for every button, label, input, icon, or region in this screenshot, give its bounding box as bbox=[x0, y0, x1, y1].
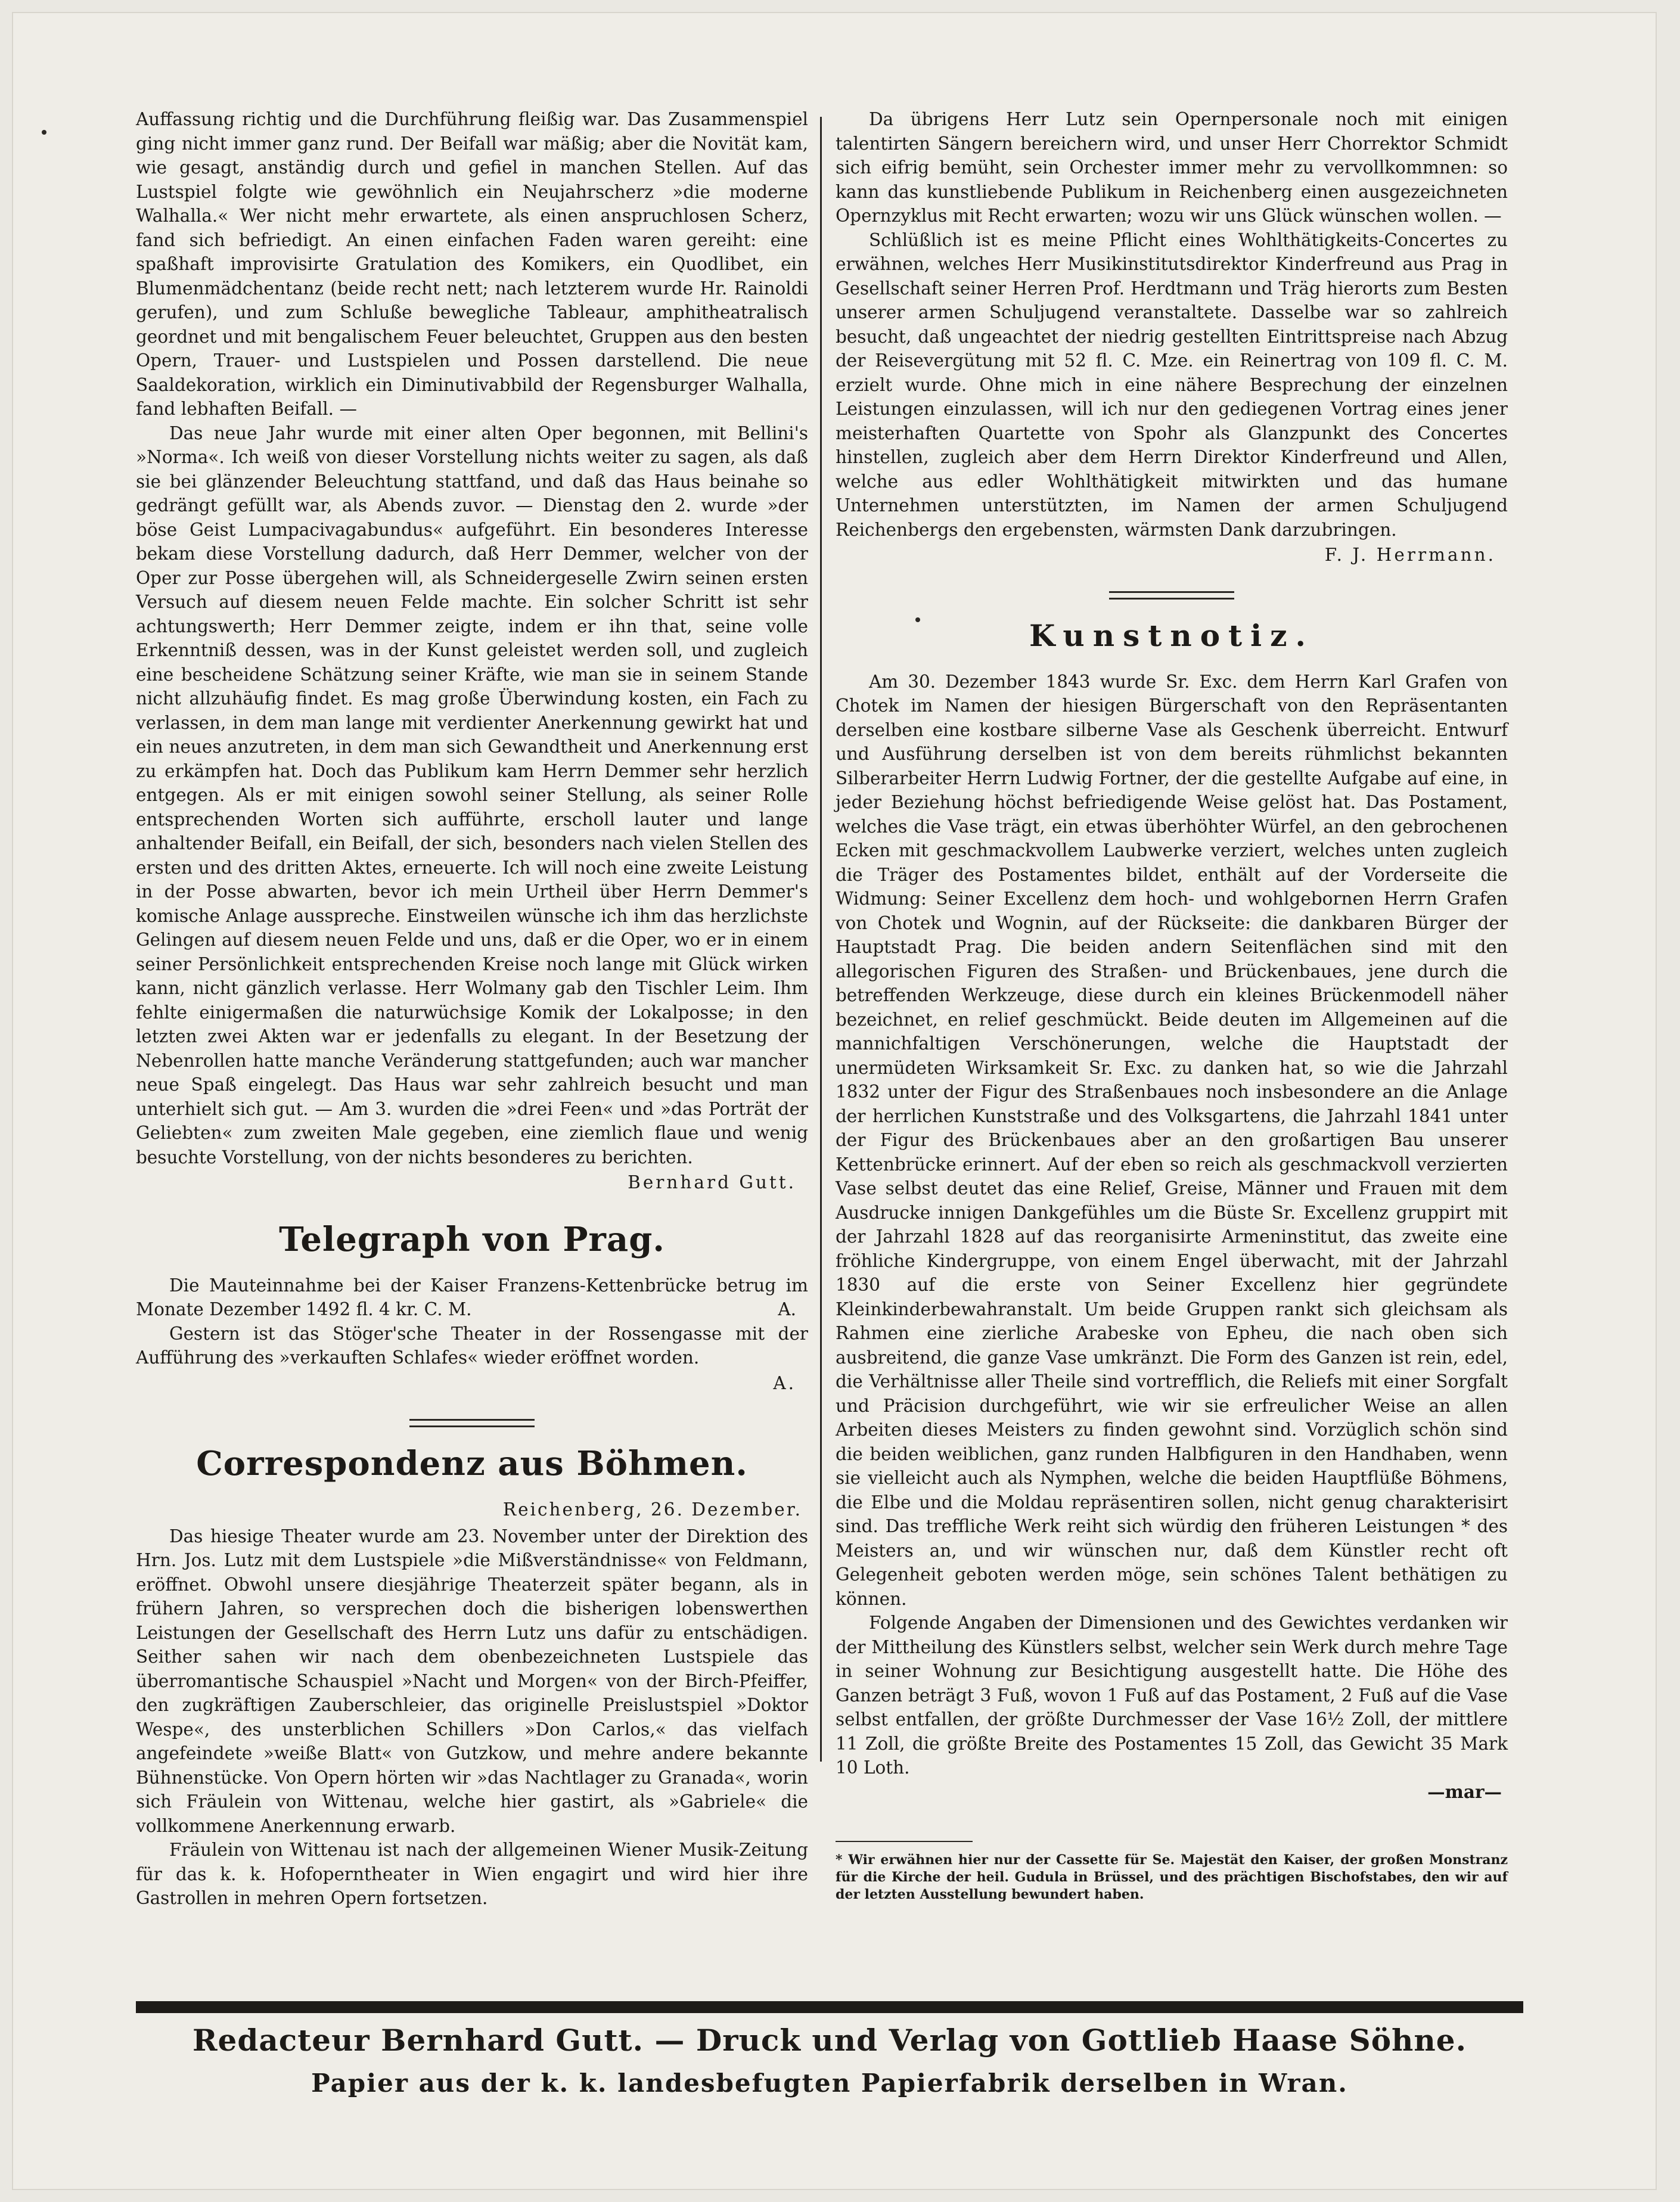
section-heading-kunstnotiz: Kunstnotiz. bbox=[1029, 617, 1314, 653]
author-signature: F. J. Herrmann. bbox=[1324, 545, 1496, 565]
column-divider bbox=[820, 117, 822, 1762]
article-paragraph: Folgende Angaben der Dimensionen und des Gewichtes verdanken wir der Mittheilung des Künstlers selbst, welcher sein Werk durch mehre Tage in seiner Wohnung zur Besichtigung ausgestellt hatte. Die Höhe des Ganzen beträgt 3 Fuß, wovon 1 Fuß auf das Postament, 2 Fuß auf die Vase selbst entfallen, der größte Durchmesser der Vase 16½ Zoll, der mittlere 11 Zoll, die größte Breite des Postamentes 15 Zoll, das Gewicht 35 Mark 10 Loth. bbox=[836, 1613, 1508, 1778]
ink-speck bbox=[42, 130, 46, 135]
article-paragraph: Da übrigens Herr Lutz sein Opernpersonale noch mit einigen talentirten Sängern bereichern wird, und unser Herr Chorrektor Schmidt sich eifrig bemüht, sein Orchester immer mehr zu vervollkommnen: so kann das kunstliebende Publikum in Reichenberg einen ausgezeichneten Opernzyklus mit Recht erwarten; wozu wir uns Glück wünschen wollen. — bbox=[836, 109, 1508, 226]
article-paragraph: Das neue Jahr wurde mit einer alten Oper begonnen, mit Bellini's »Norma«. Ich weiß von dieser Vorstellung nichts weiter zu sagen, als daß sie bei glänzender Beleuchtung stattfand, und daß das Haus beinahe so gedrängt gefüllt war, als Abends zuvor. — Dienstag den 2. wurde »der böse Geist Lumpacivagabundus« aufgeführt. Ein besonderes Interesse bekam diese Vorstellung dadurch, daß Herr Demmer, welcher von der Oper zur Posse übergehen will, als Schneidergeselle Zwirn seinen ersten Versuch auf diesem neuen Felde machte. Ein solcher Schritt ist sehr achtungswerth; Herr Demmer zeigte, indem er ihn that, seine volle Erkenntniß dessen, was in der Kunst geleistet werden soll, und zugleich eine bescheidene Schätzung seiner Kräfte, wie man sie in seinem Stande nicht allzuhäufig findet. Es mag große Überwindung kosten, ein Fach zu verlassen, in dem man lange mit verdienter Anerkennung gewirkt hat und ein neues anzutreten, in dem man sich Gewandtheit und Anerkennung erst zu erkämpfen hat. Doch das Publikum kam Herrn Demmer sehr herzlich entgegen. Als er mit einigen sowohl seiner Stellung, als seiner Rolle entsprechenden Worten sich aufführte, erscholl lauter und lange anhaltender Beifall, ein Beifall, der sich, besonders nach vielen Stellen des ersten und des dritten Aktes, erneuerte. Ich will noch eine zweite Leistung in der Posse abwarten, bevor ich mein Urtheil über Herrn Demmer's komische Anlage ausspreche. Einstweilen wünsche ich ihm das herzlichste Gelingen auf diesem neuen Felde und uns, daß er die Oper, wo er in einem seiner Persönlichkeit entsprechenden Kreise noch lange mit Glück wirken kann, nicht gänzlich verlasse. Herr Wolmany gab den Tischler Leim. Ihm fehlte einigermaßen die naturwüchsige Komik der Lokalposse; in den letzten zwei Akten war er jedenfalls zu elegant. In der Besetzung der Nebenrollen hatte manche Veränderung stattgefunden; auch war mancher neue Spaß eingelegt. Das Haus war sehr zahlreich besucht und man unterhielt sich gut. — Am 3. wurden die »drei Feen« und »das Porträt der Geliebten« zum zweiten Male gegeben, eine ziemlich flaue und wenig besuchte Vorstellung, von der nichts besonderes zu berichten. bbox=[136, 423, 808, 1167]
author-signature: —mar— bbox=[1427, 1781, 1502, 1802]
article-paragraph: Fräulein von Wittenau ist nach der allgemeinen Wiener Musik-Zeitung für das k. k. Hofoperntheater in Wien engagirt und wird hier ihre Gastrollen in mehren Opern fortsetzen. bbox=[136, 1840, 808, 1908]
footnote: * Wir erwähnen hier nur der Cassette für Se. Majestät den Kaiser, der großen Monstranz für die Kirche der heil. Gudula in Brüssel, und des prächtigen Bischofstabes, den wir auf der letzten Ausstellung bewundert haben. bbox=[836, 1852, 1508, 1902]
dateline: Reichenberg, 26. Dezember. bbox=[502, 1499, 802, 1520]
article-paragraph: Schlüßlich ist es meine Pflicht eines Wohlthätigkeits-Concertes zu erwähnen, welches Herr Musikinstitutsdirektor Kinderfreund aus Prag in Gesellschaft seiner Herren Prof. Herdtmann und Träg hierorts zum Besten unserer armen Schuljugend veranstaltete. Dasselbe war so zahlreich besucht, daß ungeachtet der niedrig gestellten Eintrittspreise nach Abzug der Reisevergütung mit 52 fl. C. Mze. ein Reinertrag von 109 fl. C. M. erzielt wurde. Ohne mich in eine nähere Besprechung der einzelnen Leistungen einzulassen, will ich nur den gediegenen Vortrag eines jener meisterhaften Quartette von Spohr als Glanzpunkt des Concertes hinstellen, zugleich aber dem Herrn Direktor Kinderfreund und Allen, welche aus edler Wohlthätigkeit mitwirkten und das humane Unternehmen unterstützten, im Namen der armen Schuljugend Reichenbergs den ergebensten, wärmsten Dank darzubringen. bbox=[836, 229, 1508, 540]
section-heading-correspondence: Correspondenz aus Böhmen. bbox=[196, 1444, 748, 1483]
article-paragraph: Das hiesige Theater wurde am 23. November unter der Direktion des Hrn. Jos. Lutz mit dem Lustspiele »die Mißverständnisse« von Feldmann, eröffnet. Obwohl unsere diesjährige Theaterzeit später begann, als in frühern Jahren, so versprechen doch die bisherigen lobenswerthen Leistungen der Gesellschaft des Herrn Lutz uns dafür zu entschädigen. Seither sahen wir nach dem obenbezeichneten Lustspiele das überromantische Schauspiel »Nacht und Morgen« von der Birch-Pfeiffer, den zugkräftigen Zauberschleier, das originelle Preislustspiel »Doktor Wespe«, des unsterblichen Schillers »Don Carlos,« das vielfach angefeindete »weiße Blatt« von Gutzkow, und mehre andere bekannte Bühnenstücke. Von Opern hörten wir »das Nachtlager zu Granada«, worin sich Fräulein von Wittenau, welche hier gastirt, als »Gabriele« die vollkommene Anerkennung erwarb. bbox=[136, 1526, 808, 1836]
author-signature: Bernhard Gutt. bbox=[628, 1172, 796, 1192]
section-heading-telegraph: Telegraph von Prag. bbox=[279, 1219, 665, 1259]
news-item-text: Die Mauteinnahme bei der Kaiser Franzens-Kettenbrücke betrug im Monate Dezember 1492 fl. 4 kr. C. M. bbox=[136, 1275, 808, 1319]
section-divider bbox=[409, 1419, 535, 1427]
article-paragraph: Auffassung richtig und die Durchführung fleißig war. Das Zusammenspiel ging nicht immer ganz rund. Der Beifall war mäßig; aber die Novität kam, wie gesagt, anständig durch und gefiel in manchen Stellen. Auf das Lustspiel folgte wie gewöhnlich ein Neujahrscherz »die moderne Walhalla.« Wer nicht mehr erwartete, als einen anspruchlosen Scherz, fand sich befriedigt. An einen einfachen Faden waren gereiht: eine spaßhaft improvisirte Gratulation des Komikers, ein Quodlibet, ein Blumenmädchentanz (beide recht nett; nach letzterem wurde Hr. Rainoldi gerufen), und zum Schluße bewegliche Tableaur, amphitheatralisch geordnet und mit bengalischem Feuer beleuchtet, Gruppen aus den besten Opern, Trauer- und Lustspielen und Possen darstellend. Die neue Saaldekoration, wirklich ein Diminutivabbild der Regensburger Walhalla, fand lebhaften Beifall. — bbox=[136, 109, 808, 419]
left-column bbox=[136, 107, 808, 1911]
news-item-signature: A. bbox=[773, 1372, 796, 1393]
news-item: Gestern ist das Stöger'sche Theater in der Rossengasse mit der Aufführung des »verkauften Schlafes« wieder eröffnet worden. bbox=[136, 1323, 808, 1368]
news-item-signature: A. bbox=[778, 1299, 796, 1319]
article-paragraph: Am 30. Dezember 1843 wurde Sr. Exc. dem Herrn Karl Grafen von Chotek im Namen der hiesigen Bürgerschaft von den Repräsentanten derselben eine kostbare silberne Vase als Geschenk überreicht. Entwurf und Ausführung derselben ist von dem bereits rühmlichst bekannten Silberarbeiter Herrn Ludwig Fortner, der die gestellte Aufgabe auf eine, in jeder Beziehung höchst befriedigende Weise gelöst hat. Das Postament, welches die Vase trägt, ein etwas überhöhter Würfel, an den gebrochenen Ecken mit geschmackvollem Laubwerke verziert, welches unten zugleich die Träger des Postamentes bildet, enthält auf der Vorderseite die Widmung: Seiner Excellenz dem hoch- und wohlgebornen Herrn Grafen von Chotek und Wognin, auf der Rückseite: die dankbaren Bürger der Hauptstadt Prag. Die beiden andern Seitenflächen sind mit den allegorischen Figuren des Straßen- und Brückenbaues, jene durch die betreffenden Werkzeuge, diese durch ein kleines Brückenmodell näher bezeichnet, en relief geschmückt. Beide deuten im Allgemeinen auf die mannichfaltigen Verschönerungen, welche die Hauptstadt der unermüdeten Wirksamkeit Sr. Exc. zu danken hat, so wie die Jahrzahl 1832 unter der Figur des Straßenbaues noch insbesondere an die Anlage der herrlichen Kunststraße und des Volksgartens, die Jahrzahl 1841 unter der Figur des Brückenbaues aber an den großartigen Bau unserer Kettenbrücke erinnert. Auf der eben so reich als geschmackvoll verzierten Vase selbst deutet das eine Relief, Greise, Männer und Frauen mit dem Ausdrucke innigen Dankgefühles um die Büste Sr. Excellenz gruppirt mit der Jahrzahl 1828 auf das reorganisirte Armeninstitut, das zweite eine fröhliche Kindergruppe, von einem Engel überwacht, mit der Jahrzahl 1830 auf die erste von Seiner Excellenz hier gegründete Kleinkinderbewahranstalt. Um beide Gruppen rankt sich gleichsam als Rahmen eine zierliche Arabeske von Epheu, die nach oben sich ausbreitend, die ganze Vase umkränzt. Die Form des Ganzen ist rein, edel, die Verhältnisse aller Theile sind vortrefflich, die Reliefs mit einer Sorgfalt und Präcision durchgeführt, wie wir sie erfreulicher Weise an allen Arbeiten dieses Meisters zu finden gewohnt sind. Vorzüglich schön sind die beiden weiblichen, ganz runden Halbfiguren in den Handhaben, wenn sie vielleicht auch als Nymphen, welche die beiden Hauptflüße Böhmens, die Elbe und die Moldau repräsentiren sollen, nicht genug charakterisirt sind. Das treffliche Werk reiht sich würdig den früheren Leistungen * des Meisters an, und wir wünschen nur, daß dem Künstler recht oft Gelegenheit geboten werden möge, sein schönes Talent bethätigen zu können. bbox=[836, 671, 1508, 1609]
imprint-paper-line: Papier aus der k. k. landesbefugten Papierfabrik derselben in Wran. bbox=[311, 2069, 1348, 2098]
right-column bbox=[836, 107, 1508, 1903]
section-divider bbox=[1109, 591, 1234, 600]
imprint-editor-line: Redacteur Bernhard Gutt. — Druck und Verlag von Gottlieb Haase Söhne. bbox=[192, 2023, 1467, 2058]
news-item bbox=[136, 1274, 808, 1322]
footnote-divider bbox=[836, 1841, 973, 1842]
imprint-rule bbox=[136, 2001, 1523, 2013]
